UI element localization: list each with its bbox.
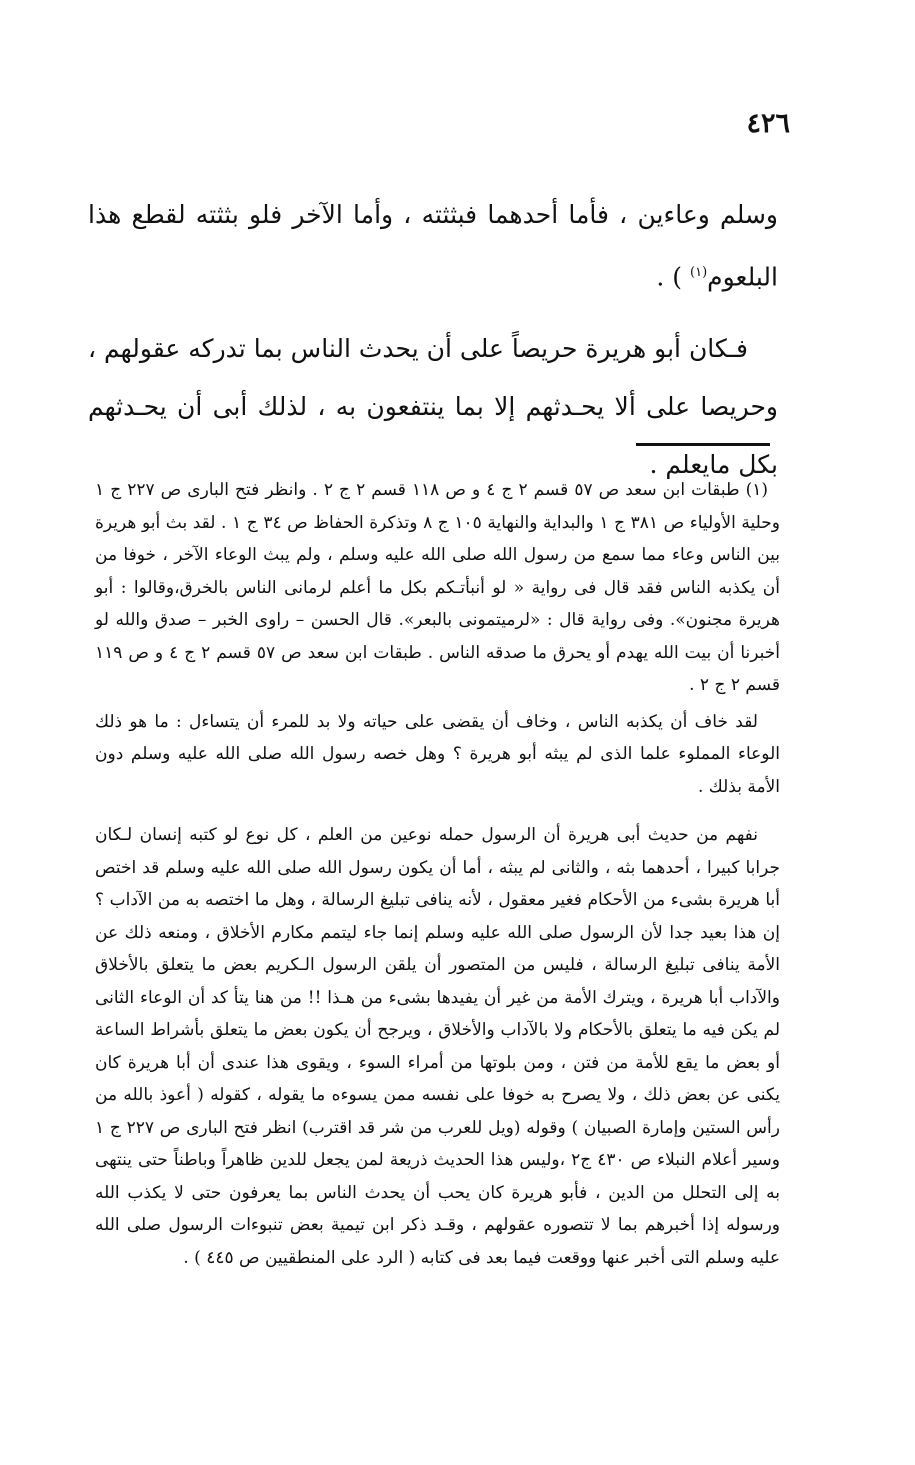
main-paragraph-2: فـكان أبو هريرة حريصاً على أن يحدث الناس بما تدركه عقولهم ، وحريصا على ألا يحـدثهم إلا بما ينتفعون به ، لذلك أبى أن يحـدثهم بكل مايعلم . [88,334,778,480]
footnote-separator [636,443,770,446]
footnote-commentary-2: نفهم من حديث أبى هريرة أن الرسول حمله نوعين من العلم ، كل نوع لو كتبه إنسان لـكان جرابا كبيرا ، أحدهما بثه ، والثانى لم يبثه ، أما أن يكون رسول الله صلى الله عليه وسلم قد اختص أبا هريرة بشىء من الأحكام فغير معقول ، لأنه ينافى تبليغ الرسالة ، وهل ما اختصه به من الآداب ؟ إن هذا بعيد جدا لأن الرسول صلى الله عليه وسلم إنما جاء ليتمم مكارم الأخلاق ، ومنعه ذلك عن الأمة ينافى تبليغ الرسالة ، فليس من المتصور أن يلقن الرسول الـكريم بعض ما يتعلق بالأخلاق والآداب أبا هريرة ، ويترك الأمة من غير أن يفيدها بشىء من هـذا !! من هنا يتأ كد أن الوعاء الثانى لم يكن فيه ما يتعلق بالأحكام ولا بالآداب والأخلاق ، ويرجح أن يكون بعض ما يتعلق بأشراط الساعة أو بعض ما يقع للأمة من فتن ، ومن بلوتها من أمراء السوء ، ويقوى هذا عندى أن أبا هريرة كان يكنى عن بعض ذلك ، ولا يصرح به خوفا على نفسه ممن يسوءه ما يقوله ، كقوله ( أعوذ بالله من رأس الستين وإمارة الصبيان ) وقوله (ويل للعرب من شر قد اقترب) انظر فتح البارى ص ٢٢٧ ج ١ وسير أعلام النبلاء ص ٤٣٠ ج٢ ،وليس هذا الحديث ذريعة لمن يجعل للدين ظاهراً وباطناً حتى ينتهى به إلى التحلل من الدين ، فأبو هريرة كان يحب أن يحدث الناس بما يعرفون حتى لا يكذب الله ورسوله إذا أخبرهم بما لا تتصوره عقولهم ، وقـد ذكر ابن تيمية بعض تنبوءات الرسول صلى الله عليه وسلم التى أخبر عنها ووقعت فيما بعد فى كتابه ( الرد على المنطقيين ص ٤٤٥ ) . [95,825,780,1268]
main-paragraph-1 [88,186,778,306]
main-paragraph-1-end: ) . [656,262,683,292]
main-paragraph-1-text: وسلم وعاءين ، فأما أحدهما فبثثته ، وأما الآخر فلو بثثته لقطع هذا البلعوم [88,200,778,292]
footnote-commentary-1: لقد خاف أن يكذبه الناس ، وخاف أن يقضى على حياته ولا بد للمرء أن يتساءل : ما هو ذلك الوعاء المملوء علما الذى لم يبثه أبو هريرة ؟ وهل خصه رسول الله صلى الله عليه وسلم دون الأمة بذلك . [95,711,780,797]
page-number: ٤٢٦ [746,108,790,139]
footnotes [95,474,780,1274]
footnote-reference: (١) [690,265,708,280]
main-text [88,186,778,494]
footnote-1: (١) طبقات ابن سعد ص ٥٧ قسم ٢ ج ٤ و ص ١١٨ قسم ٢ ج ٢ . وانظر فتح البارى ص ٢٢٧ ج ١ وحلية الأولياء ص ٣٨١ ج ١ والبداية والنهاية ١٠٥ ج ٨ وتذكرة الحفاظ ص ٣٤ ج ١ . لقد بث أبو هريرة بين الناس وعاء مما سمع من رسول الله صلى الله عليه وسلم ، ولم يبث الوعاء الآخر ، خوفا من أن يكذبه الناس فقد قال فى رواية « لو أنبأتـكم بكل ما أعلم لرمانى الناس بالخرق،وقالوا : أبو هريرة مجنون». وفى رواية قال : «لرميتمونى بالبعر». قال الحسن – راوى الخبر – صدق والله لو أخبرنا أن بيت الله يهدم أو يحرق ما صدقه الناس . طبقات ابن سعد ص ٥٧ قسم ٢ ج ٤ و ص ١١٩ قسم ٢ ج ٢ . [95,480,781,695]
